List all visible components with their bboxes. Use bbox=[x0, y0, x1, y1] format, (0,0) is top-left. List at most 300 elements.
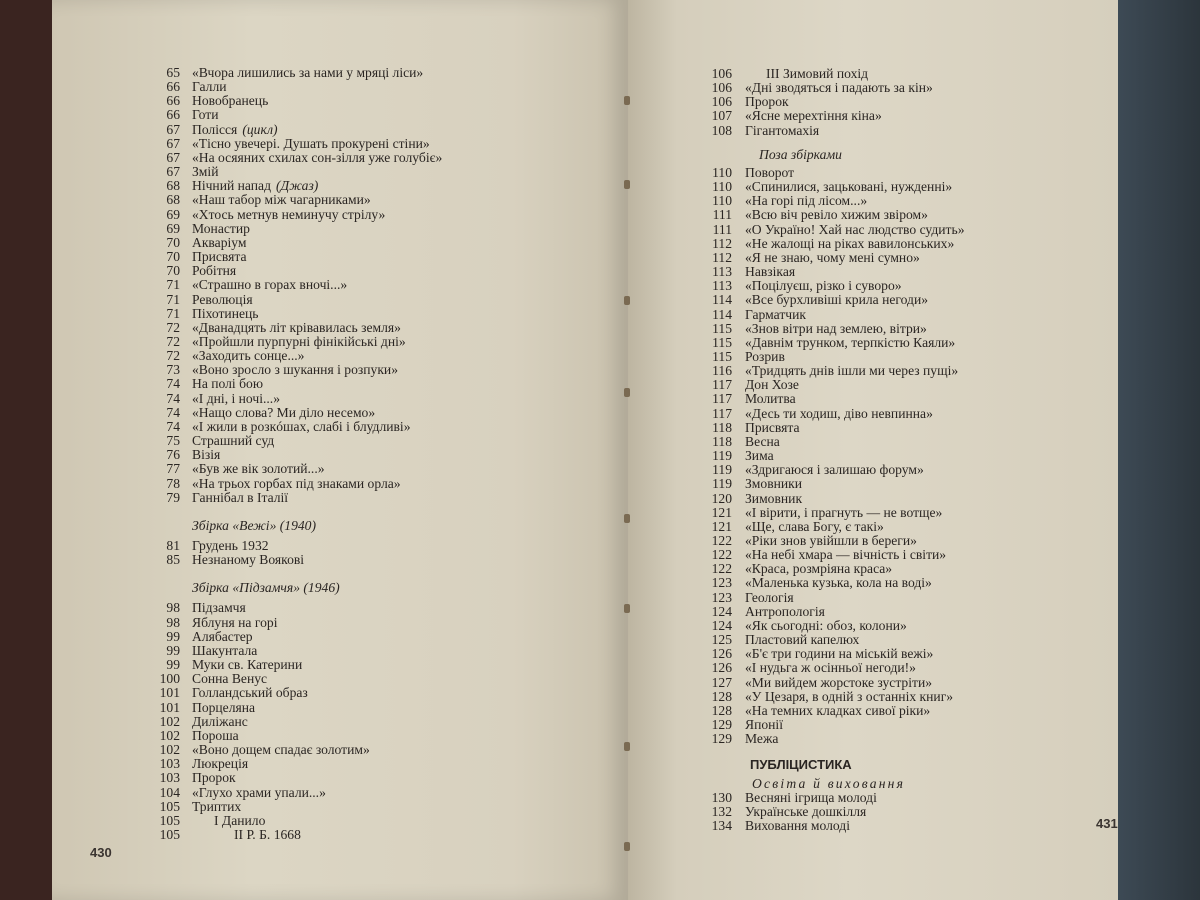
toc-page-number: 129 bbox=[711, 731, 732, 747]
toc-entry bbox=[140, 165, 442, 179]
toc-page-number: 110 bbox=[712, 179, 732, 195]
toc-title: Монастир bbox=[192, 220, 250, 236]
toc-page-number: 85 bbox=[166, 552, 180, 568]
toc-page-number: 104 bbox=[159, 784, 180, 800]
toc-page-number: 72 bbox=[166, 319, 180, 335]
toc-title: «І жили в розкóшах, слабі і блудливі» bbox=[192, 418, 411, 434]
toc-title: Межа bbox=[745, 731, 779, 747]
toc-entry bbox=[700, 548, 965, 562]
toc-entry bbox=[700, 378, 965, 392]
collection-heading-text: Збірка «Підзамчя» (1946) bbox=[192, 580, 340, 596]
toc-entry bbox=[140, 729, 442, 743]
toc-title: Антропологія bbox=[745, 603, 825, 619]
toc-page-number: 74 bbox=[166, 418, 180, 434]
toc-entry bbox=[140, 771, 442, 785]
toc-page-number: 115 bbox=[712, 320, 732, 336]
toc-page-number: 108 bbox=[711, 122, 732, 138]
toc-title: Новобранець bbox=[192, 93, 269, 109]
toc-entry bbox=[140, 321, 442, 335]
toc-entry bbox=[140, 392, 442, 406]
toc-title: «На темних кладках сивої ріки» bbox=[745, 702, 931, 718]
binding-stitch bbox=[624, 180, 630, 189]
toc-page-number: 119 bbox=[712, 448, 732, 464]
toc-entry bbox=[700, 251, 965, 265]
toc-entry bbox=[700, 492, 965, 506]
toc-title: «На осяяних схилах сон-зілля уже голубіє» bbox=[192, 149, 443, 165]
toc-page-number: 126 bbox=[711, 646, 732, 662]
toc-title: «Дні зводяться і падають за кін» bbox=[745, 80, 933, 96]
toc-title: Яблуня на горі bbox=[192, 614, 278, 630]
toc-title: «На трьох горбах під знаками орла» bbox=[192, 475, 401, 491]
toc-page-number: 134 bbox=[711, 817, 732, 833]
toc-title: Порцеляна bbox=[192, 699, 256, 715]
toc-title: «Воно зросло з шукання і розпуки» bbox=[192, 362, 398, 378]
toc-entry bbox=[140, 491, 442, 505]
toc-page-number: 102 bbox=[159, 713, 180, 729]
toc-entry bbox=[140, 420, 442, 434]
toc-page-number: 113 bbox=[712, 278, 732, 294]
section-heading-text: Поза збірками bbox=[759, 146, 842, 162]
toc-title: Сонна Венус bbox=[192, 671, 268, 687]
toc-title: Японії bbox=[745, 717, 783, 733]
toc-entry bbox=[140, 236, 442, 250]
toc-page-number: 79 bbox=[166, 489, 180, 505]
toc-title: Готи bbox=[192, 107, 219, 123]
toc-title: Візія bbox=[192, 447, 221, 463]
toc-entry bbox=[140, 539, 442, 553]
toc-entry bbox=[700, 791, 965, 805]
toc-title: Молитва bbox=[745, 391, 796, 407]
toc-page-number: 122 bbox=[711, 533, 732, 548]
toc-title: «Ще, слава Богу, є такі» bbox=[745, 518, 884, 534]
toc-entry bbox=[700, 194, 965, 208]
toc-title: Диліжанс bbox=[192, 713, 248, 729]
toc-title: Пластовий капелюх bbox=[745, 632, 860, 648]
toc-title: «Маленька кузька, кола на воді» bbox=[745, 575, 932, 591]
toc-entry bbox=[140, 701, 442, 715]
toc-page-number: 67 bbox=[166, 164, 180, 180]
page-number-left: 430 bbox=[90, 845, 112, 860]
toc-entry bbox=[140, 264, 442, 278]
collection-heading bbox=[180, 519, 442, 533]
toc-entry bbox=[700, 109, 965, 123]
toc-page-number: 74 bbox=[166, 390, 180, 406]
toc-title: «Ми вийдем жорстоке зустріти» bbox=[745, 674, 933, 690]
toc-page-number: 67 bbox=[166, 149, 180, 165]
toc-title: «Дванадцять літ крівавилась земля» bbox=[192, 319, 401, 335]
toc-entry bbox=[700, 208, 965, 222]
toc-title: «На горі під лісом...» bbox=[745, 193, 868, 209]
toc-page-number: 78 bbox=[166, 475, 180, 491]
toc-title: «Давнім трунком, терпкістю Каяли» bbox=[745, 334, 956, 350]
toc-page-number: 105 bbox=[159, 812, 180, 828]
toc-entry bbox=[700, 421, 965, 435]
toc-entry bbox=[140, 80, 442, 94]
toc-page-number: 105 bbox=[159, 798, 180, 814]
toc-title: «Не жалощі на ріках вавилонських» bbox=[745, 235, 955, 251]
binding-stitch bbox=[624, 604, 630, 613]
toc-entry bbox=[140, 658, 442, 672]
toc-entry bbox=[700, 676, 965, 690]
toc-title: «У Цезаря, в одній з останніх книг» bbox=[745, 688, 954, 704]
collection-heading bbox=[180, 581, 442, 595]
toc-page-number: 70 bbox=[166, 234, 180, 250]
toc-entry bbox=[700, 690, 965, 704]
toc-title: Пророк bbox=[745, 94, 789, 110]
toc-page-number: 107 bbox=[711, 108, 732, 124]
toc-entry bbox=[700, 407, 965, 421]
toc-title: «Хтось метнув неминучу стрілу» bbox=[192, 206, 386, 222]
toc-page-number: 103 bbox=[159, 770, 180, 786]
toc-title: Голландський образ bbox=[192, 685, 308, 701]
toc-title: «Всю віч ревіло хижим звіром» bbox=[745, 207, 928, 223]
toc-page-number: 127 bbox=[711, 674, 732, 690]
toc-page-number: 103 bbox=[159, 756, 180, 772]
toc-page-number: 125 bbox=[711, 632, 732, 648]
toc-entry bbox=[140, 715, 442, 729]
toc-page-number: 67 bbox=[166, 121, 180, 137]
toc-entry bbox=[140, 94, 442, 108]
right-toc-column bbox=[700, 67, 965, 833]
toc-title: «Спинилися, зацьковані, нужденні» bbox=[745, 179, 953, 195]
toc-title: «Пройшли пурпурні фінікійські дні» bbox=[192, 333, 406, 349]
toc-page-number: 75 bbox=[166, 433, 180, 449]
toc-title: Пророк bbox=[192, 770, 236, 786]
toc-entry bbox=[700, 463, 965, 477]
toc-entry bbox=[700, 350, 965, 364]
toc-page-number: 128 bbox=[711, 702, 732, 718]
toc-page-number: 67 bbox=[166, 135, 180, 151]
toc-title: Акваріум bbox=[192, 234, 247, 250]
toc-entry bbox=[700, 279, 965, 293]
toc-entry bbox=[140, 193, 442, 207]
toc-page-number: 100 bbox=[159, 671, 180, 687]
toc-entry bbox=[700, 166, 965, 180]
toc-entry bbox=[700, 732, 965, 746]
toc-title: «І нудьга ж осінньої негоди!» bbox=[745, 660, 916, 676]
toc-group bbox=[700, 791, 965, 833]
toc-entry bbox=[700, 718, 965, 732]
toc-title: Грудень 1932 bbox=[192, 538, 269, 553]
toc-title: Дон Хозе bbox=[745, 377, 799, 393]
toc-title: Галли bbox=[192, 79, 227, 95]
toc-note: (цикл) bbox=[242, 121, 278, 137]
toc-page-number: 106 bbox=[711, 66, 732, 81]
toc-entry bbox=[700, 322, 965, 336]
toc-entry bbox=[700, 534, 965, 548]
toc-page-number: 102 bbox=[159, 727, 180, 743]
toc-title: «Ріки знов увійшли в береги» bbox=[745, 533, 917, 548]
toc-entry bbox=[700, 619, 965, 633]
toc-page-number: 116 bbox=[712, 363, 732, 379]
toc-page-number: 117 bbox=[712, 377, 732, 393]
toc-title: «Нащо слова? Ми діло несемо» bbox=[192, 404, 376, 420]
toc-page-number: 112 bbox=[712, 249, 732, 265]
toc-entry bbox=[140, 448, 442, 462]
toc-page-number: 76 bbox=[166, 447, 180, 463]
toc-title: Поворот bbox=[745, 164, 795, 180]
toc-page-number: 123 bbox=[711, 589, 732, 605]
toc-title: «Воно дощем спадає золотим» bbox=[192, 742, 370, 758]
toc-page-number: 118 bbox=[712, 419, 732, 435]
toc-entry bbox=[140, 828, 442, 842]
toc-title: Українське дошкілля bbox=[745, 803, 867, 819]
section-heading bbox=[746, 148, 965, 162]
page-number-right: 431 bbox=[1096, 816, 1118, 831]
toc-page-number: 68 bbox=[166, 178, 180, 194]
toc-title: «Здригаюся і залишаю форум» bbox=[745, 462, 924, 478]
toc-group bbox=[140, 539, 442, 567]
binding-stitch bbox=[624, 296, 630, 305]
toc-page-number: 115 bbox=[712, 348, 732, 364]
toc-title: «Краса, розмріяна краса» bbox=[745, 561, 893, 577]
toc-title: «Вчора лишились за нами у мряці ліси» bbox=[192, 65, 424, 80]
toc-entry bbox=[140, 601, 442, 615]
toc-entry bbox=[700, 308, 965, 322]
toc-entry bbox=[140, 278, 442, 292]
toc-entry bbox=[700, 506, 965, 520]
toc-entry bbox=[140, 477, 442, 491]
toc-title: «Був же вік золотий...» bbox=[192, 461, 325, 477]
toc-page-number: 70 bbox=[166, 249, 180, 265]
toc-title: Муки св. Катерини bbox=[192, 657, 303, 673]
toc-group bbox=[140, 66, 442, 505]
toc-page-number: 124 bbox=[711, 603, 732, 619]
toc-title: Страшний суд bbox=[192, 433, 275, 449]
toc-page-number: 121 bbox=[711, 504, 732, 520]
toc-entry bbox=[140, 179, 442, 193]
toc-entry bbox=[140, 66, 442, 80]
toc-title: Алябастер bbox=[192, 628, 253, 644]
toc-entry bbox=[140, 644, 442, 658]
toc-entry bbox=[140, 630, 442, 644]
toc-entry bbox=[140, 123, 442, 137]
toc-page-number: 126 bbox=[711, 660, 732, 676]
toc-page-number: 106 bbox=[711, 94, 732, 110]
toc-title: Весна bbox=[745, 433, 780, 449]
toc-title: II Р. Б. 1668 bbox=[234, 826, 301, 842]
toc-entry bbox=[700, 336, 965, 350]
toc-entry bbox=[700, 449, 965, 463]
toc-title: III Зимовий похід bbox=[766, 66, 869, 81]
toc-page-number: 71 bbox=[166, 291, 180, 307]
toc-entry bbox=[140, 208, 442, 222]
toc-entry bbox=[700, 237, 965, 251]
toc-title: Зима bbox=[745, 448, 774, 464]
toc-title: Весняні ігрища молоді bbox=[745, 789, 877, 805]
toc-entry bbox=[700, 180, 965, 194]
toc-entry bbox=[700, 633, 965, 647]
toc-title: Присвята bbox=[745, 419, 800, 435]
toc-entry bbox=[700, 95, 965, 109]
toc-title: Люкреція bbox=[192, 756, 249, 772]
toc-page-number: 71 bbox=[166, 305, 180, 321]
toc-title: Нічний напад bbox=[192, 178, 272, 194]
toc-page-number: 98 bbox=[166, 600, 180, 616]
toc-page-number: 124 bbox=[711, 617, 732, 633]
toc-page-number: 71 bbox=[166, 277, 180, 293]
toc-entry bbox=[140, 222, 442, 236]
toc-title: Змовники bbox=[745, 476, 803, 492]
toc-page-number: 132 bbox=[711, 803, 732, 819]
toc-entry bbox=[140, 363, 442, 377]
binding-stitch bbox=[624, 514, 630, 523]
toc-page-number: 123 bbox=[711, 575, 732, 591]
toc-page-number: 114 bbox=[712, 292, 732, 308]
toc-page-number: 129 bbox=[711, 717, 732, 733]
toc-page-number: 112 bbox=[712, 235, 732, 251]
toc-page-number: 70 bbox=[166, 263, 180, 279]
toc-page-number: 74 bbox=[166, 376, 180, 392]
toc-page-number: 98 bbox=[166, 614, 180, 630]
toc-entry bbox=[140, 151, 442, 165]
toc-title: Триптих bbox=[192, 798, 242, 814]
binding-stitch bbox=[624, 388, 630, 397]
toc-entry bbox=[140, 349, 442, 363]
toc-page-number: 117 bbox=[712, 405, 732, 421]
toc-page-number: 117 bbox=[712, 391, 732, 407]
toc-title: Присвята bbox=[192, 249, 247, 265]
toc-page-number: 73 bbox=[166, 362, 180, 378]
toc-page-number: 99 bbox=[166, 628, 180, 644]
toc-entry bbox=[700, 704, 965, 718]
toc-page-number: 111 bbox=[712, 221, 732, 237]
toc-title: «Все бурхливіші крила негоди» bbox=[745, 292, 929, 308]
toc-entry bbox=[700, 591, 965, 605]
toc-entry bbox=[140, 406, 442, 420]
toc-entry bbox=[700, 392, 965, 406]
toc-title: Геологія bbox=[745, 589, 794, 605]
toc-entry bbox=[700, 265, 965, 279]
toc-title: Навзікая bbox=[745, 264, 796, 280]
toc-entry bbox=[140, 307, 442, 321]
toc-group bbox=[700, 166, 965, 746]
toc-page-number: 69 bbox=[166, 206, 180, 222]
toc-entry bbox=[140, 462, 442, 476]
toc-entry bbox=[700, 477, 965, 491]
toc-title: «На небі хмара — вічність і світи» bbox=[745, 547, 947, 563]
toc-entry bbox=[140, 335, 442, 349]
toc-page-number: 68 bbox=[166, 192, 180, 208]
toc-title: «О Україно! Хай нас людство судить» bbox=[745, 221, 965, 237]
toc-title: Виховання молоді bbox=[745, 817, 850, 833]
toc-title: «Наш табор між чагарниками» bbox=[192, 192, 371, 208]
toc-page-number: 114 bbox=[712, 306, 732, 322]
toc-title: На полі бою bbox=[192, 376, 263, 392]
toc-page-number: 81 bbox=[166, 538, 180, 553]
toc-entry bbox=[140, 616, 442, 630]
toc-page-number: 101 bbox=[159, 685, 180, 701]
toc-title: Піхотинець bbox=[192, 305, 259, 321]
collection-heading-text: Збірка «Вежі» (1940) bbox=[192, 517, 317, 533]
toc-entry bbox=[700, 364, 965, 378]
toc-title: Революція bbox=[192, 291, 253, 307]
toc-title: «І дні, і ночі...» bbox=[192, 390, 280, 406]
toc-page-number: 66 bbox=[166, 107, 180, 123]
toc-entry bbox=[700, 562, 965, 576]
toc-title: Гарматчик bbox=[745, 306, 806, 322]
toc-page-number: 66 bbox=[166, 93, 180, 109]
toc-page-number: 110 bbox=[712, 193, 732, 209]
toc-page-number: 105 bbox=[159, 826, 180, 842]
toc-page-number: 99 bbox=[166, 642, 180, 658]
toc-page-number: 72 bbox=[166, 333, 180, 349]
toc-page-number: 72 bbox=[166, 348, 180, 364]
toc-title: Незнаному Воякові bbox=[192, 552, 305, 568]
toc-page-number: 101 bbox=[159, 699, 180, 715]
toc-page-number: 128 bbox=[711, 688, 732, 704]
toc-entry bbox=[700, 293, 965, 307]
toc-page-number: 102 bbox=[159, 742, 180, 758]
toc-title: Розрив bbox=[745, 348, 785, 364]
toc-title: «Як сьогодні: обоз, колони» bbox=[745, 617, 907, 633]
toc-page-number: 111 bbox=[712, 207, 732, 223]
toc-page-number: 106 bbox=[711, 80, 732, 96]
toc-title: «Тридцять днів ішли ми через пущі» bbox=[745, 363, 959, 379]
toc-title: Підзамчя bbox=[192, 600, 246, 616]
toc-title: «Десь ти ходиш, діво невпинна» bbox=[745, 405, 933, 421]
toc-page-number: 121 bbox=[711, 518, 732, 534]
toc-title: «Тісно увечері. Душать прокурені стіни» bbox=[192, 135, 430, 151]
toc-page-number: 74 bbox=[166, 404, 180, 420]
toc-title: Пороша bbox=[192, 727, 239, 743]
toc-entry bbox=[700, 520, 965, 534]
toc-page-number: 99 bbox=[166, 657, 180, 673]
toc-entry bbox=[140, 137, 442, 151]
toc-entry bbox=[700, 805, 965, 819]
toc-page-number: 122 bbox=[711, 547, 732, 563]
toc-page-number: 115 bbox=[712, 334, 732, 350]
toc-title: Змій bbox=[192, 164, 219, 180]
toc-page-number: 119 bbox=[712, 462, 732, 478]
toc-group bbox=[140, 601, 442, 842]
toc-title: Гігантомахія bbox=[745, 122, 820, 138]
toc-page-number: 66 bbox=[166, 79, 180, 95]
toc-entry bbox=[140, 434, 442, 448]
toc-entry bbox=[140, 553, 442, 567]
toc-title: Робітня bbox=[192, 263, 237, 279]
binding-stitch bbox=[624, 742, 630, 751]
toc-title: «І вірити, і прагнуть — не вотще» bbox=[745, 504, 943, 520]
toc-title: «Глухо храми упали...» bbox=[192, 784, 326, 800]
toc-group bbox=[700, 67, 965, 138]
toc-entry bbox=[140, 293, 442, 307]
toc-page-number: 118 bbox=[712, 433, 732, 449]
toc-page-number: 119 bbox=[712, 476, 732, 492]
toc-page-number: 130 bbox=[711, 789, 732, 805]
toc-entry bbox=[140, 250, 442, 264]
toc-entry bbox=[700, 223, 965, 237]
toc-title: Ганнібал в Італії bbox=[192, 489, 289, 505]
toc-title: «Ясне мерехтіння кіна» bbox=[745, 108, 882, 124]
toc-entry bbox=[140, 686, 442, 700]
toc-entry bbox=[700, 647, 965, 661]
toc-entry bbox=[700, 124, 965, 138]
toc-entry bbox=[700, 67, 965, 81]
toc-entry bbox=[700, 81, 965, 95]
toc-entry bbox=[700, 661, 965, 675]
toc-title: І Данило bbox=[214, 812, 266, 828]
toc-page-number: 120 bbox=[711, 490, 732, 506]
toc-title: Полісся bbox=[192, 121, 238, 137]
toc-page-number: 69 bbox=[166, 220, 180, 236]
toc-entry bbox=[700, 819, 965, 833]
toc-title: Шакунтала bbox=[192, 642, 258, 658]
toc-page-number: 122 bbox=[711, 561, 732, 577]
book-cover-edge bbox=[1118, 0, 1200, 900]
toc-title: «Заходить сонце...» bbox=[192, 348, 305, 364]
publicistics-subheading: Освіта й виховання bbox=[752, 775, 906, 791]
